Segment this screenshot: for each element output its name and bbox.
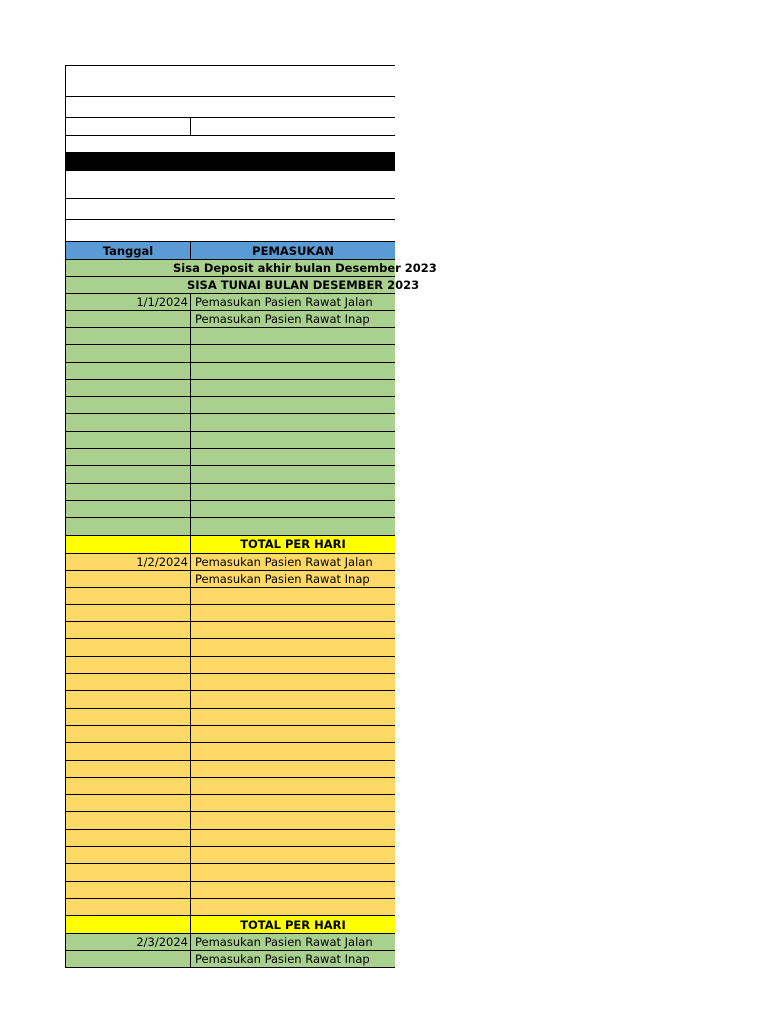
income-item[interactable] (191, 518, 395, 534)
income-item[interactable] (191, 795, 395, 811)
info-cell-right[interactable] (191, 118, 395, 135)
table-row[interactable] (65, 778, 395, 795)
table-row[interactable] (65, 951, 395, 968)
info-row[interactable] (65, 118, 395, 136)
date-cell[interactable] (66, 588, 191, 604)
date-cell[interactable] (66, 916, 191, 933)
income-item[interactable] (191, 449, 395, 465)
blank-row[interactable] (65, 199, 395, 220)
date-cell[interactable] (66, 414, 191, 430)
table-row[interactable] (65, 657, 395, 674)
cash-label[interactable]: SISA TUNAI BULAN DESEMBER 2023 (187, 278, 420, 292)
income-item[interactable] (191, 501, 395, 517)
date-cell[interactable]: 2/3/2024 (66, 934, 191, 950)
income-item[interactable] (191, 847, 395, 863)
subtitle-row[interactable] (65, 97, 395, 118)
date-cell[interactable] (66, 345, 191, 361)
total-row[interactable] (65, 536, 395, 554)
cash-row[interactable] (65, 277, 420, 294)
date-cell[interactable] (66, 571, 191, 587)
date-cell[interactable] (66, 812, 191, 828)
blank-row[interactable] (65, 171, 395, 199)
income-item[interactable]: Pemasukan Pasien Rawat Inap (195, 312, 370, 326)
subtitle-cell[interactable] (66, 97, 395, 117)
income-item[interactable]: Pemasukan Pasien Rawat Jalan (195, 935, 373, 950)
blank-cell[interactable] (66, 220, 395, 241)
income-item[interactable] (191, 432, 395, 448)
table-row[interactable] (65, 432, 395, 449)
total-label[interactable]: TOTAL PER HARI (240, 917, 346, 932)
income-item[interactable] (191, 761, 395, 777)
date-cell[interactable] (66, 518, 191, 534)
spreadsheet (65, 65, 437, 968)
income-item[interactable] (191, 466, 395, 482)
income-item[interactable] (191, 397, 395, 413)
date-cell[interactable] (66, 795, 191, 811)
table-row[interactable] (65, 709, 395, 726)
table-row[interactable] (65, 761, 395, 778)
date-cell[interactable] (66, 466, 191, 482)
date-cell[interactable] (66, 899, 191, 915)
table-row[interactable] (65, 380, 395, 397)
table-row[interactable] (65, 345, 395, 362)
table-row[interactable] (65, 397, 395, 414)
income-item[interactable] (191, 484, 395, 500)
income-item[interactable] (191, 328, 395, 344)
income-item[interactable] (191, 899, 395, 915)
date-cell[interactable] (66, 657, 191, 673)
table-row[interactable] (65, 484, 395, 501)
title-cell[interactable] (66, 66, 395, 96)
date-cell[interactable] (66, 691, 191, 707)
date-cell[interactable] (66, 743, 191, 759)
date-cell[interactable]: 1/1/2024 (66, 294, 191, 310)
blank-cell[interactable] (66, 199, 395, 219)
table-row[interactable] (65, 311, 395, 328)
header-date[interactable]: Tanggal (66, 242, 191, 259)
table-row[interactable] (65, 449, 395, 466)
date-cell[interactable] (66, 397, 191, 413)
income-item[interactable] (191, 588, 395, 604)
date-cell[interactable] (66, 864, 191, 880)
date-cell[interactable] (66, 449, 191, 465)
date-cell[interactable] (66, 951, 191, 967)
income-item[interactable] (191, 380, 395, 396)
table-row[interactable] (65, 743, 395, 760)
income-item[interactable] (191, 812, 395, 828)
date-cell[interactable] (66, 674, 191, 690)
table-row[interactable] (65, 795, 395, 812)
deposit-row[interactable] (65, 260, 437, 277)
table-row[interactable] (65, 639, 395, 656)
table-row[interactable] (65, 571, 395, 588)
date-cell[interactable] (66, 432, 191, 448)
date-cell[interactable] (66, 501, 191, 517)
date-cell[interactable] (66, 882, 191, 898)
header-income[interactable]: PEMASUKAN (252, 243, 334, 258)
table-row[interactable] (65, 812, 395, 829)
blank-row[interactable] (65, 220, 395, 242)
table-row[interactable] (65, 518, 395, 535)
income-item[interactable] (191, 864, 395, 880)
date-cell[interactable] (66, 605, 191, 621)
income-item[interactable] (191, 657, 395, 673)
income-item[interactable]: Pemasukan Pasien Rawat Inap (195, 952, 370, 967)
income-item[interactable] (191, 691, 395, 707)
table-row[interactable] (65, 726, 395, 743)
table-row[interactable] (65, 934, 395, 951)
table-row[interactable] (65, 691, 395, 708)
income-item[interactable] (191, 830, 395, 846)
black-bar-row (65, 153, 395, 171)
blank-row[interactable] (65, 136, 395, 153)
date-cell[interactable] (66, 380, 191, 396)
table-row[interactable] (65, 899, 395, 916)
table-row[interactable] (65, 501, 395, 518)
income-item[interactable]: Pemasukan Pasien Rawat Jalan (195, 554, 373, 569)
date-cell[interactable] (66, 484, 191, 500)
date-cell[interactable] (66, 328, 191, 344)
blank-cell[interactable] (66, 136, 395, 152)
date-cell[interactable] (66, 726, 191, 742)
date-cell[interactable] (66, 622, 191, 638)
table-row[interactable] (65, 588, 395, 605)
black-bar (66, 153, 395, 170)
table-row[interactable] (65, 882, 395, 899)
income-item[interactable] (191, 639, 395, 655)
date-cell[interactable] (66, 830, 191, 846)
table-row[interactable] (65, 554, 395, 571)
table-row[interactable] (65, 847, 395, 864)
date-cell[interactable] (66, 639, 191, 655)
info-cell-left[interactable] (66, 118, 191, 135)
total-row[interactable] (65, 916, 395, 934)
blank-cell[interactable] (66, 171, 395, 198)
date-cell[interactable] (66, 536, 191, 553)
date-cell[interactable] (66, 847, 191, 863)
income-item[interactable] (191, 414, 395, 430)
date-cell[interactable] (66, 761, 191, 777)
title-row[interactable] (65, 65, 395, 97)
table-row[interactable] (65, 466, 395, 483)
income-item[interactable] (191, 726, 395, 742)
table-row[interactable] (65, 605, 395, 622)
deposit-label[interactable]: Sisa Deposit akhir bulan Desember 2023 (173, 261, 437, 275)
table-row[interactable] (65, 328, 395, 345)
date-cell[interactable] (66, 778, 191, 794)
income-item[interactable]: Pemasukan Pasien Rawat Inap (195, 571, 370, 586)
date-cell[interactable]: 1/2/2024 (66, 554, 191, 570)
date-cell[interactable] (66, 311, 191, 327)
table-row[interactable] (65, 363, 395, 380)
column-header-row (65, 242, 395, 260)
income-item[interactable] (191, 743, 395, 759)
date-cell[interactable] (66, 709, 191, 725)
income-item[interactable] (191, 622, 395, 638)
table-row[interactable] (65, 830, 395, 847)
table-row[interactable] (65, 864, 395, 881)
income-item[interactable] (191, 882, 395, 898)
total-label[interactable]: TOTAL PER HARI (240, 537, 346, 552)
income-item[interactable] (191, 778, 395, 794)
date-cell[interactable] (66, 363, 191, 379)
income-item[interactable] (191, 674, 395, 690)
income-item[interactable] (191, 709, 395, 725)
table-row[interactable] (65, 414, 395, 431)
income-item[interactable] (191, 345, 395, 361)
table-row[interactable] (65, 674, 395, 691)
income-item[interactable] (191, 605, 395, 621)
table-row[interactable] (65, 294, 395, 311)
income-item[interactable] (191, 363, 395, 379)
income-item[interactable]: Pemasukan Pasien Rawat Jalan (195, 295, 373, 309)
table-row[interactable] (65, 622, 395, 639)
